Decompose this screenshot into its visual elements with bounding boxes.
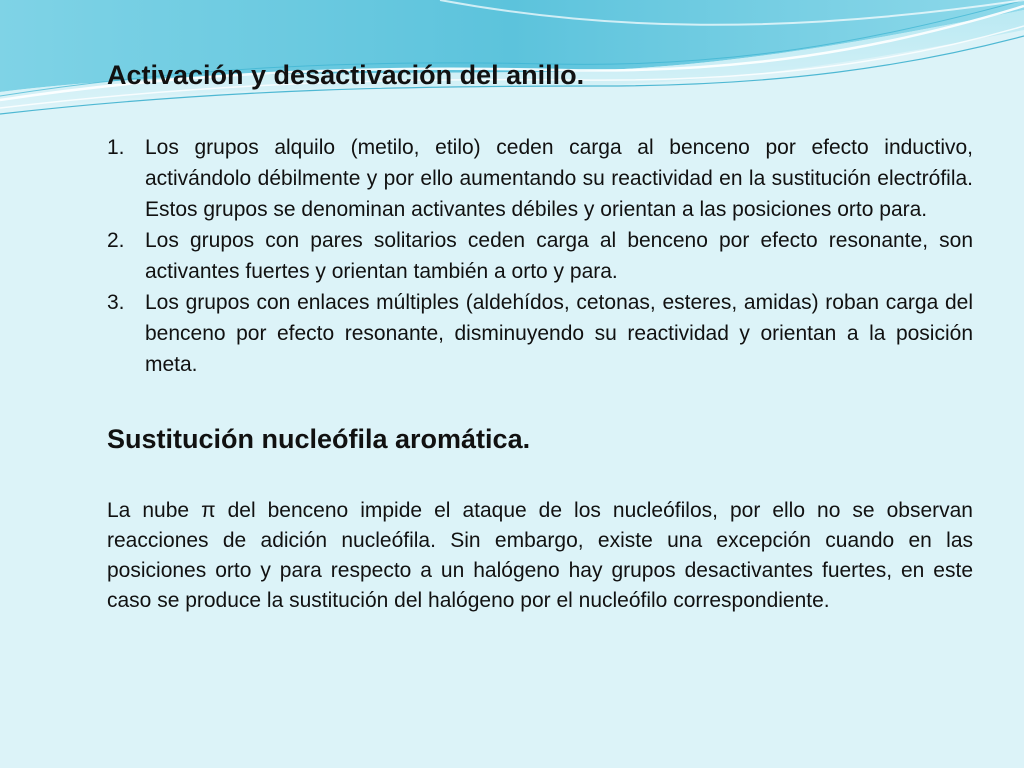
body-paragraph: La nube π del benceno impide el ataque de los nucleófilos, por ello no se observan reacciones de adición nucleófila. Sin embargo, existe una excepción cuando en las posiciones orto y para respecto a un halógeno hay grupos desactivantes fuertes, en este caso se produce la sustitución del halógeno por el nucleófilo correspondiente. bbox=[107, 499, 973, 612]
list-item-text: Los grupos alquilo (metilo, etilo) ceden carga al benceno por efecto inductivo, activándolo débilmente y por ello aumentando su reactividad en la sustitución electrófila. Estos grupos se denominan activantes débiles y orientan a las posiciones orto para. bbox=[145, 136, 973, 221]
heading-activation: Activación y desactivación del anillo. bbox=[107, 60, 585, 90]
list-item bbox=[107, 132, 973, 225]
heading-nucleophilic-substitution: Sustitución nucleófila aromática. bbox=[107, 424, 531, 454]
list-item-number: 2. bbox=[107, 229, 125, 252]
list-item-text: Los grupos con pares solitarios ceden carga al benceno por efecto resonante, son activantes fuertes y orientan también a orto y para. bbox=[145, 229, 973, 283]
list-item-text: Los grupos con enlaces múltiples (aldehídos, cetonas, esteres, amidas) roban carga del benceno por efecto resonante, disminuyendo su reactividad y orientan a la posición meta. bbox=[145, 291, 973, 376]
list-item-number: 1. bbox=[107, 136, 125, 159]
numbered-list bbox=[107, 132, 973, 380]
list-item-number: 3. bbox=[107, 291, 125, 314]
slide-content bbox=[107, 58, 973, 616]
list-item bbox=[107, 225, 973, 287]
list-item bbox=[107, 287, 973, 380]
